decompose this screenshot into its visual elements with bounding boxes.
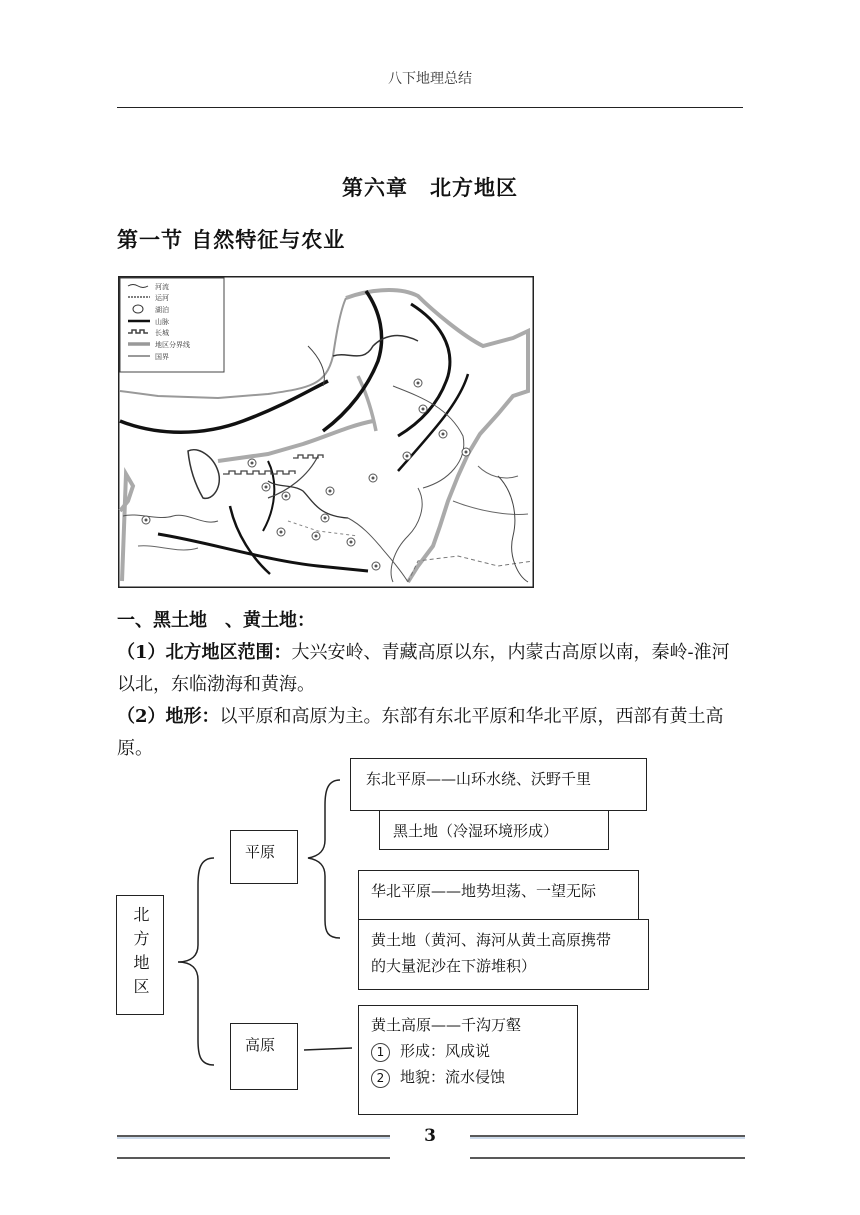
loess-item: [371, 1064, 577, 1090]
loess-title: 黄土高原——千沟万壑: [371, 1016, 522, 1034]
loess-item-text: 地貌：流水侵蚀: [400, 1068, 506, 1086]
heading-black-yellow-soil: 一、黑土地 、黄土地：: [117, 610, 315, 631]
legend-label: 山脉: [155, 318, 169, 326]
northeast-plain-label: 东北平原——山环水绕、沃野千里: [366, 770, 592, 788]
yellow-soil-node: [358, 919, 649, 990]
plateau-connector: [304, 1048, 352, 1050]
root-node: [116, 895, 164, 1015]
north-china-plain-node: [358, 870, 639, 920]
north-china-plain-label: 华北平原——地势坦荡、一望无际: [371, 882, 597, 900]
northeast-plain-node: [350, 758, 647, 811]
chapter-title: 第六章 北方地区: [342, 175, 518, 200]
root-brace: [178, 858, 214, 1065]
black-soil-label: 黑土地（冷湿环境形成）: [393, 822, 559, 840]
plain-brace: [308, 780, 340, 938]
loess-item: [371, 1038, 577, 1064]
page-number: 3: [424, 1126, 436, 1146]
root-label: 北方地区: [131, 906, 150, 1002]
legend-label: 运河: [155, 294, 169, 302]
plain-label: 平原: [245, 843, 276, 861]
plateau-node: [230, 1023, 298, 1090]
black-soil-node: [379, 810, 609, 850]
legend-label: 长城: [155, 329, 169, 337]
legend-label: 河流: [155, 283, 169, 291]
legend-label: 湖泊: [155, 306, 169, 314]
plain-node: [230, 830, 298, 884]
legend-label: 地区分界线: [155, 341, 190, 349]
paragraph-terrain-text: 以平原和高原为主。东部有东北平原和华北平原，西部有黄土高原。: [117, 706, 724, 759]
paragraph-terrain-label: （2）地形：: [117, 706, 220, 727]
yellow-soil-line1: 黄土地（黄河、海河从黄土高原携带: [371, 931, 612, 949]
paragraph-range-label: （1）北方地区范围：: [117, 642, 292, 663]
yellow-soil-line2: 的大量泥沙在下游堆积）: [371, 957, 537, 975]
loess-item-text: 形成：风成说: [400, 1042, 491, 1060]
running-header: 八下地理总结: [388, 71, 472, 87]
loess-item-number: 2: [371, 1069, 390, 1088]
plateau-label: 高原: [245, 1036, 276, 1054]
loess-plateau-node: [358, 1005, 578, 1115]
legend-label: 国界: [155, 353, 169, 361]
paragraph-range-text: 大兴安岭、青藏高原以东，内蒙古高原以南，秦岭-淮河以北，东临渤海和黄海。: [117, 642, 730, 695]
section-title: 第一节 自然特征与农业: [117, 227, 346, 252]
loess-item-number: 1: [371, 1043, 390, 1062]
